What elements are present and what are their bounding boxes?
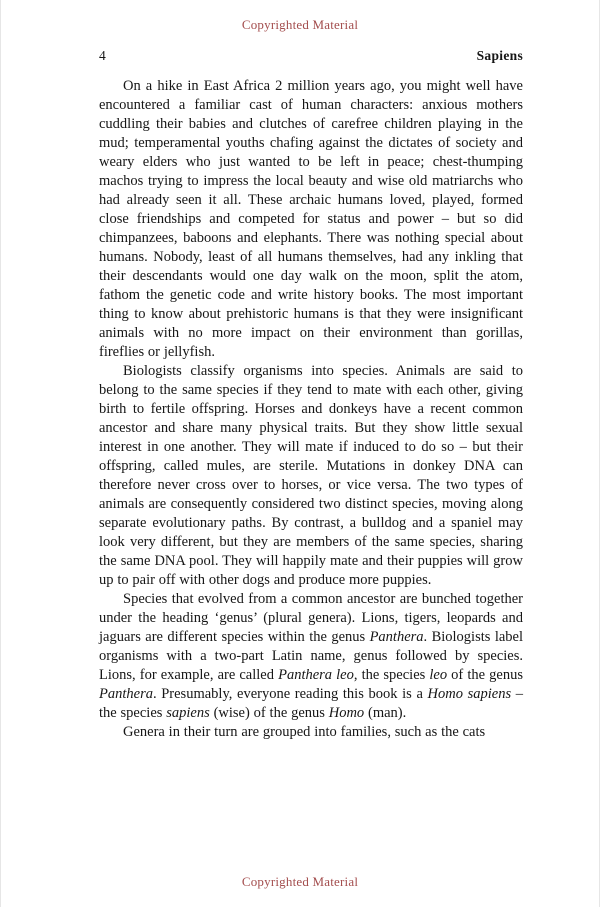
paragraph-3-text: – the species <box>99 686 523 721</box>
page-number: 4 <box>99 48 106 63</box>
paragraph-3 <box>99 590 523 723</box>
italic-term-sapiens: sapiens <box>166 705 210 721</box>
paragraph-3-text: (man). <box>364 705 407 721</box>
italic-term-panthera: Panthera <box>369 629 424 645</box>
paragraph-3-text: . Biologists label organisms with a two-part Latin name, genus followed by species. Lions, for example, are called <box>99 629 523 683</box>
italic-term-panthera-leo: Panthera leo <box>278 667 354 683</box>
watermark-top: Copyrighted Material <box>241 17 359 32</box>
paragraph-3-text: of the genus <box>447 667 523 683</box>
page-content <box>99 48 523 742</box>
italic-term-homo: Homo <box>328 705 365 721</box>
paragraph-3-text: . Presumably, everyone reading this book is a <box>152 686 428 702</box>
paragraph-2: Biologists classify organisms into species. Animals are said to belong to the same species if they tend to mate with each other, giving birth to fertile offspring. Horses and donkeys have a recent common ancestor and share many physical traits. But they show little sexual interest in one another. They will mate if induced to do so – but their offspring, called mules, are sterile. Mutations in donkey DNA can therefore never cross over to horses, or vice versa. The two types of animals are consequently considered two distinct species, moving along separate evolutionary paths. By contrast, a bulldog and a spaniel may look very different, but they are members of the same species, sharing the same DNA pool. They will happily mate and their puppies will grow up to pair off with other dogs and produce more puppies. <box>99 363 523 588</box>
paragraph-3-text: , the species <box>353 667 430 683</box>
italic-term-leo: leo <box>429 667 448 683</box>
paragraph-1: On a hike in East Africa 2 million years ago, you might well have encountered a familiar cast of human characters: anxious mothers cuddling their babies and clutches of carefree children playing in the mud; temperamental youths chafing against the dictates of society and weary elders who just wanted to be left in peace; chest-thumping machos trying to impress the local beauty and wise old matriarchs who had already seen it all. These archaic humans loved, played, formed close friendships and competed for status and power – but so did chimpanzees, baboons and elephants. There was nothing special about humans. Nobody, least of all humans themselves, had any inkling that their descendants would one day walk on the moon, split the atom, fathom the genetic code and write history books. The most important thing to know about prehistoric humans is that they were insignificant animals with no more impact on their environment than gorillas, fireflies or jellyfish. <box>99 78 523 360</box>
watermark-bottom: Copyrighted Material <box>241 874 359 889</box>
paragraph-4: Genera in their turn are grouped into families, such as the cats <box>123 724 486 740</box>
running-title: Sapiens <box>476 48 523 63</box>
paragraph-3-text: Species that evolved from a common ancestor are bunched together under the heading ‘genus’ (plural genera). Lions, tigers, leopards and jaguars are different species within the genus <box>99 591 523 645</box>
italic-term-homo-sapiens: Homo sapiens <box>427 686 512 702</box>
paragraph-3-text: (wise) of the genus <box>209 705 329 721</box>
page-header <box>99 48 523 64</box>
italic-term-panthera: Panthera <box>99 686 153 702</box>
